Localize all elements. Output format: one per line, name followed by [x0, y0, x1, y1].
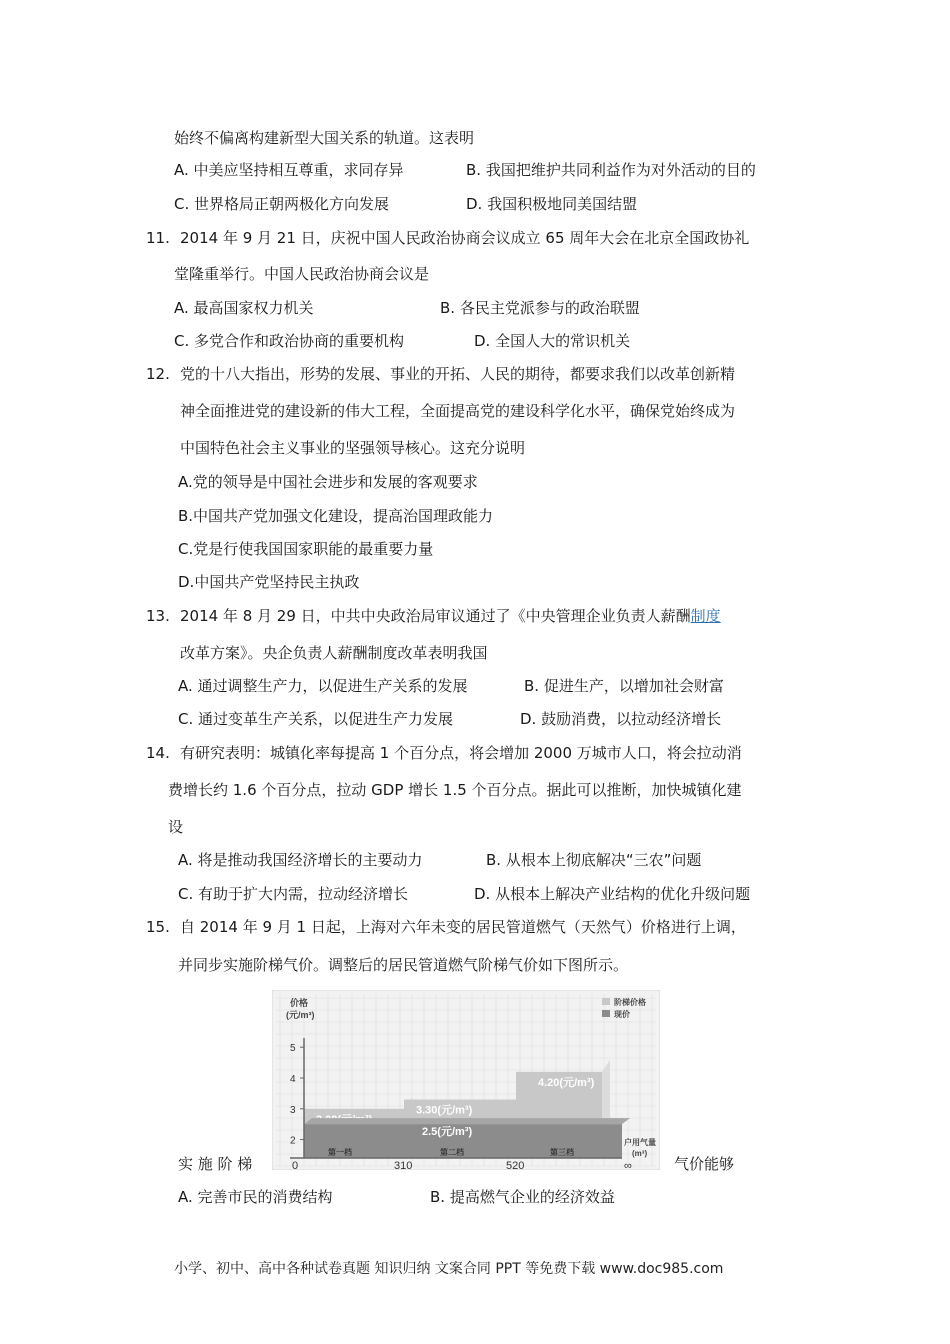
q10-option-c: C. 世界格局正朝两极化方向发展 [174, 195, 390, 213]
legend-tier-label: 阶梯价格 [614, 998, 646, 1007]
q13-stem-line1 [180, 606, 721, 626]
category-label: 第二档 [440, 1148, 464, 1157]
current-band-label: 2.5(元/m³) [422, 1126, 473, 1139]
q11-number: 11. [146, 229, 170, 247]
q10-option-a: A. 中美应坚持相互尊重，求同存异 [174, 161, 404, 179]
q12-number: 12. [146, 365, 170, 383]
q13-link[interactable]: 制度 [690, 607, 721, 625]
q14-stem-line1: 有研究表明：城镇化率每提高 1 个百分点，将会增加 2000 万城市人口，将会拉动消 [180, 744, 742, 762]
q13-stem-text: 2014 年 8 月 29 日，中共中央政治局审议通过了《中央管理企业负责人薪酬 [180, 607, 691, 625]
y-tick-label: 3 [290, 1104, 296, 1116]
q11-stem-line1: 2014 年 9 月 21 日，庆祝中国人民政治协商会议成立 65 周年大会在北京全国政协礼 [180, 229, 750, 247]
q13-option-b: B. 促进生产，以增加社会财富 [524, 677, 724, 695]
category-label: 第一档 [328, 1148, 352, 1157]
q14-stem-line2: 费增长约 1.6 个百分点，拉动 GDP 增长 1.5 个百分点。据此可以推断，加快城镇化建 [168, 781, 742, 799]
q12-stem-line3: 中国特色社会主义事业的坚强领导核心。这充分说明 [180, 439, 526, 457]
legend-current-label: 现价 [614, 1010, 630, 1019]
q11-option-b: B. 各民主党派参与的政治联盟 [440, 299, 640, 317]
q12-option-b: B.中国共产党加强文化建设，提高治国理政能力 [178, 507, 494, 525]
q12-stem-line1: 党的十八大指出，形势的发展、事业的开拓、人民的期待，都要求我们以改革创新精 [180, 365, 736, 383]
q11-option-d: D. 全国人大的常识机关 [474, 332, 631, 350]
q10-option-b: B. 我国把维护共同利益作为对外活动的目的 [466, 161, 756, 179]
legend-swatch-tier [602, 998, 610, 1005]
q14-option-b: B. 从根本上彻底解决“三农”问题 [486, 851, 702, 869]
q12-option-a: A.党的领导是中国社会进步和发展的客观要求 [178, 473, 478, 491]
x-axis-label: 户用气量 [624, 1138, 656, 1147]
q15-option-b: B. 提高燃气企业的经济效益 [430, 1188, 615, 1206]
q11-option-c: C. 多党合作和政治协商的重要机构 [174, 332, 405, 350]
q15-option-a: A. 完善市民的消费结构 [178, 1188, 333, 1206]
q11-stem-line2: 堂隆重举行。中国人民政治协商会议是 [174, 265, 430, 283]
current-band-top [304, 1118, 630, 1124]
y-tick-label: 5 [290, 1043, 296, 1055]
q13-option-a: A. 通过调整生产力，以促进生产关系的发展 [178, 677, 468, 695]
category-label: 第三档 [550, 1148, 574, 1157]
q15-stem-line1: 自 2014 年 9 月 1 日起，上海对六年未变的居民管道燃气（天然气）价格进行上调， [180, 918, 746, 936]
q14-option-d: D. 从根本上解决产业结构的优化升级问题 [474, 885, 751, 903]
q13-option-c: C. 通过变革生产关系，以促进生产力发展 [178, 710, 454, 728]
q11-option-a: A. 最高国家权力机关 [174, 299, 314, 317]
q14-option-c: C. 有助于扩大内需，拉动经济增长 [178, 885, 409, 903]
q12-option-d: D.中国共产党坚持民主执政 [178, 573, 360, 591]
q15-number: 15. [146, 918, 170, 936]
x-tick-label: 520 [506, 1160, 525, 1170]
q13-stem-line2: 改革方案》。央企负责人薪酬制度改革表明我国 [180, 644, 488, 662]
legend-swatch-current [602, 1010, 610, 1017]
q14-stem-line3: 设 [168, 818, 184, 836]
x-tick-label: 0 [292, 1160, 299, 1170]
gas-price-chart [272, 990, 660, 1170]
q12-stem-line2: 神全面推进党的建设新的伟大工程，全面提高党的建设科学化水平，确保党始终成为 [180, 402, 736, 420]
y-axis-label: 价格 [290, 998, 309, 1008]
tier-bar-label: 4.20(元/m³) [538, 1076, 595, 1089]
x-tick-label: 310 [394, 1160, 413, 1170]
y-axis-unit: (元/m³) [286, 1010, 315, 1020]
q15-stem-line3-right: 气价能够 [674, 1155, 735, 1173]
q14-option-a: A. 将是推动我国经济增长的主要动力 [178, 851, 423, 869]
footer: 小学、初中、高中各种试卷真题 知识归纳 文案合同 PPT 等免费下载 www.doc985.com [174, 1261, 724, 1277]
q14-number: 14. [146, 744, 170, 762]
q10-option-d: D. 我国积极地同美国结盟 [466, 195, 638, 213]
q13-number: 13. [146, 607, 170, 625]
q15-stem-line2: 并同步实施阶梯气价。调整后的居民管道燃气阶梯气价如下图所示。 [178, 956, 629, 974]
q13-option-d: D. 鼓励消费，以拉动经济增长 [520, 710, 722, 728]
y-tick-label: 2 [290, 1135, 296, 1147]
y-tick-label: 4 [290, 1074, 296, 1085]
x-tick-label: ∞ [624, 1160, 632, 1170]
x-axis-unit: (m³) [632, 1149, 648, 1158]
q10-stem: 始终不偏离构建新型大国关系的轨道。这表明 [174, 129, 475, 147]
q12-option-c: C.党是行使我国国家职能的最重要力量 [178, 540, 434, 558]
tier-bar-label: 3.30(元/m³) [416, 1104, 473, 1117]
q15-stem-line3-left: 实 施 阶 梯 [178, 1155, 253, 1173]
